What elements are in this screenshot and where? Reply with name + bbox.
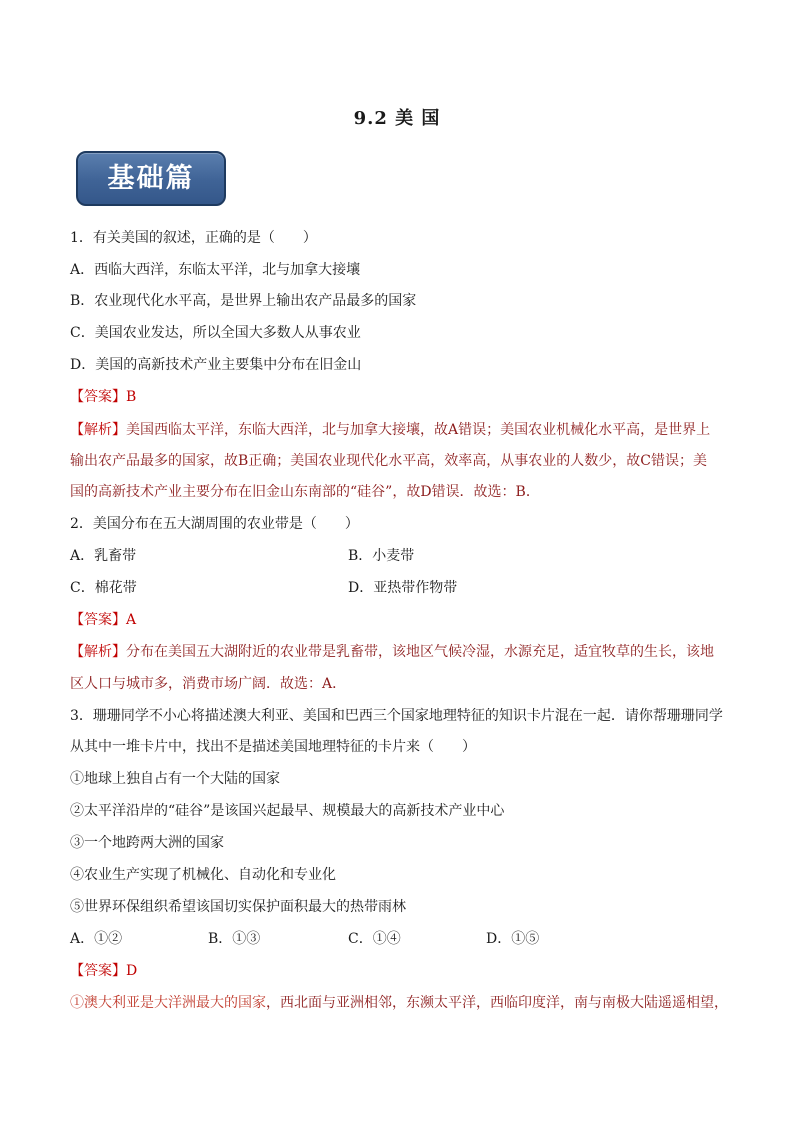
answer-label: 【答案】 — [70, 612, 126, 628]
analysis-text: 美国西临太平洋，东临大西洋，北与加拿大接壤，故A错误；美国农业机械化水平高，是世界上 — [126, 422, 711, 438]
q1-analysis-line-2: 输出农产品最多的国家，故B正确；美国农业现代化水平高，效率高，从事农业的人数少，故C错误；美 — [70, 453, 707, 469]
q2-option-d: D．亚热带作物带 — [348, 580, 458, 596]
q1-analysis-line-1 — [70, 420, 724, 440]
q3-option-b: B．①③ — [208, 931, 261, 947]
answer-label: 【答案】 — [70, 963, 126, 979]
answer-label: 【答案】 — [70, 389, 126, 405]
analysis-label: 【解析】 — [70, 422, 126, 438]
q2-option-b: B．小麦带 — [348, 548, 415, 564]
q2-stem: 2．美国分布在五大湖周围的农业带是（ ） — [70, 516, 359, 532]
q3-option-c: C．①④ — [348, 931, 401, 947]
q1-stem: 1．有关美国的叙述，正确的是（ ） — [70, 230, 317, 246]
q3-stem-line-2: 从其中一堆卡片中，找出不是描述美国地理特征的卡片来（ ） — [70, 739, 476, 755]
section-badge: 基础篇 — [76, 151, 226, 206]
q1-option-a: A．西临大西洋，东临太平洋，北与加拿大接壤 — [70, 262, 361, 278]
q3-stem-line-1: 3．珊珊同学不小心将描述澳大利亚、美国和巴西三个国家地理特征的知识卡片混在一起．请你帮珊珊同学 — [70, 708, 723, 724]
q3-item-5: ⑤世界环保组织希望该国切实保护面积最大的热带雨林 — [70, 899, 406, 915]
q2-option-c: C．棉花带 — [70, 580, 137, 596]
q1-analysis-line-3: 国的高新技术产业主要分布在旧金山东南部的“硅谷”，故D错误．故选：B． — [70, 484, 540, 500]
q3-analysis-line-1 — [70, 993, 728, 1013]
q2-analysis-line-2: 区人口与城市多，消费市场广阔．故选：A． — [70, 676, 347, 692]
analysis-label: 【解析】 — [70, 644, 126, 660]
q1-option-b: B．农业现代化水平高，是世界上输出农产品最多的国家 — [70, 293, 417, 309]
q3-answer — [70, 961, 724, 981]
q2-option-a: A．乳畜带 — [70, 548, 137, 564]
q3-item-4: ④农业生产实现了机械化、自动化和专业化 — [70, 867, 336, 883]
q3-option-a: A．①② — [70, 931, 123, 947]
analysis-highlight: ①澳大利亚是大洋洲最大的国家 — [70, 995, 266, 1011]
answer-value: D — [126, 963, 138, 979]
q3-option-d: D．①⑤ — [486, 931, 540, 947]
page-title: 9.2 美 国 — [353, 108, 441, 129]
q3-item-2: ②太平洋沿岸的“硅谷”是该国兴起最早、规模最大的高新技术产业中心 — [70, 803, 505, 819]
q3-item-1: ①地球上独自占有一个大陆的国家 — [70, 771, 280, 787]
q3-item-3: ③一个地跨两大洲的国家 — [70, 835, 224, 851]
analysis-text: 分布在美国五大湖附近的农业带是乳畜带，该地区气候冷湿，水源充足，适宜牧草的生长，该地 — [126, 644, 714, 660]
q1-option-c: C．美国农业发达，所以全国大多数人从事农业 — [70, 325, 361, 341]
q2-answer — [70, 610, 724, 630]
q1-answer — [70, 387, 724, 407]
q2-analysis-line-1 — [70, 642, 724, 662]
q1-option-d: D．美国的高新技术产业主要集中分布在旧金山 — [70, 357, 362, 373]
analysis-text: ，西北面与亚洲相邻，东濒太平洋，西临印度洋，南与南极大陆遥遥相望， — [266, 995, 728, 1011]
answer-value: B — [126, 389, 137, 405]
answer-value: A — [126, 612, 137, 628]
